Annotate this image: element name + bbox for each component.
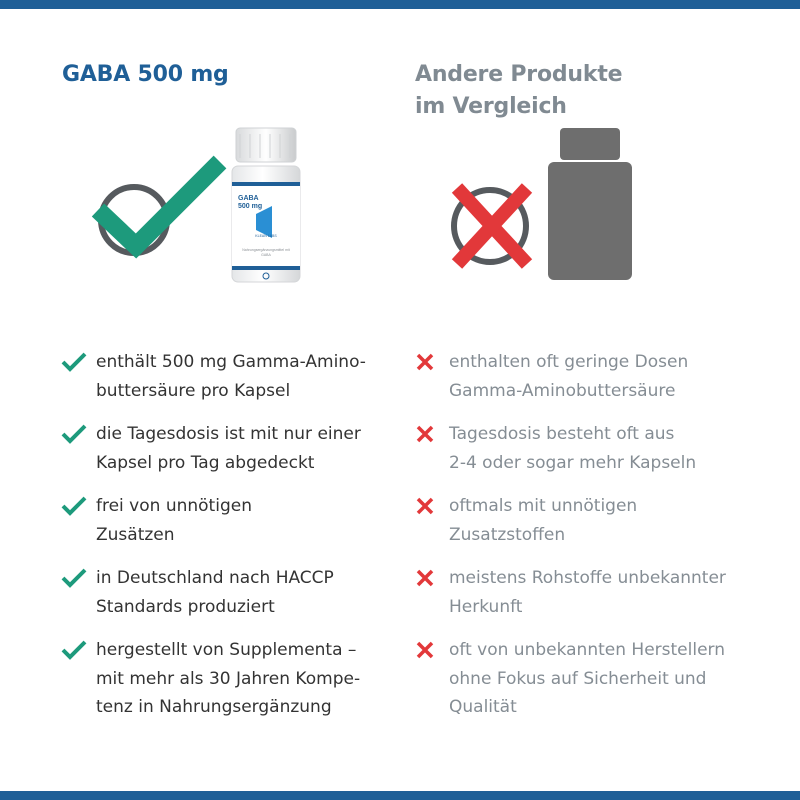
check-icon xyxy=(60,495,88,517)
check-icon xyxy=(60,423,88,445)
cross-icon xyxy=(415,640,435,660)
left-column-title: GABA 500 mg xyxy=(62,62,229,87)
right-column-title xyxy=(415,59,622,123)
list-item: hergestellt von Supplementa – mit mehr als 30 Jahren Kompe- tenz in Nahrungsergänzung xyxy=(60,636,395,722)
top-border-bar xyxy=(0,0,800,9)
bottle-label-line1: GABA xyxy=(238,195,259,202)
check-icon xyxy=(60,351,88,373)
right-title-line2: im Vergleich xyxy=(415,94,567,119)
list-item: meistens Rohstoffe unbekannter Herkunft xyxy=(413,564,783,621)
bottle-small-text: Nahrungsergänzungsmittel mit GABA xyxy=(242,248,290,257)
list-item: frei von unnötigen Zusätzen xyxy=(60,492,395,549)
generic-bottle-silhouette xyxy=(548,128,634,280)
cross-icon xyxy=(415,352,435,372)
cross-icon xyxy=(415,424,435,444)
list-item: oftmals mit unnötigen Zusatzstoffen xyxy=(413,492,783,549)
bottle-label-text xyxy=(238,195,294,211)
list-item: die Tagesdosis ist mit nur einer Kapsel pro Tag abgedeckt xyxy=(60,420,395,477)
cross-icon xyxy=(415,496,435,516)
check-icon xyxy=(60,567,88,589)
list-item: Tagesdosis besteht oft aus 2-4 oder sogar mehr Kapseln xyxy=(413,420,783,477)
bottom-border-bar xyxy=(0,791,800,800)
check-icon xyxy=(60,639,88,661)
big-cross-circle-icon xyxy=(445,178,540,273)
list-item: in Deutschland nach HACCP Standards produziert xyxy=(60,564,395,621)
right-title-line1: Andere Produkte xyxy=(415,62,623,87)
list-item: oft von unbekannten Herstellern ohne Fokus auf Sicherheit und Qualität xyxy=(413,636,783,722)
bottle-brand: KLEAN LABS xyxy=(255,234,277,238)
cross-icon xyxy=(415,568,435,588)
left-benefit-list xyxy=(60,348,395,737)
list-item: enthält 500 mg Gamma-Amino- buttersäure pro Kapsel xyxy=(60,348,395,405)
bottle-label-line2: 500 mg xyxy=(238,203,263,210)
right-drawback-list xyxy=(413,348,783,737)
list-item: enthalten oft geringe Dosen Gamma-Aminobuttersäure xyxy=(413,348,783,405)
big-check-circle-icon xyxy=(88,150,228,270)
